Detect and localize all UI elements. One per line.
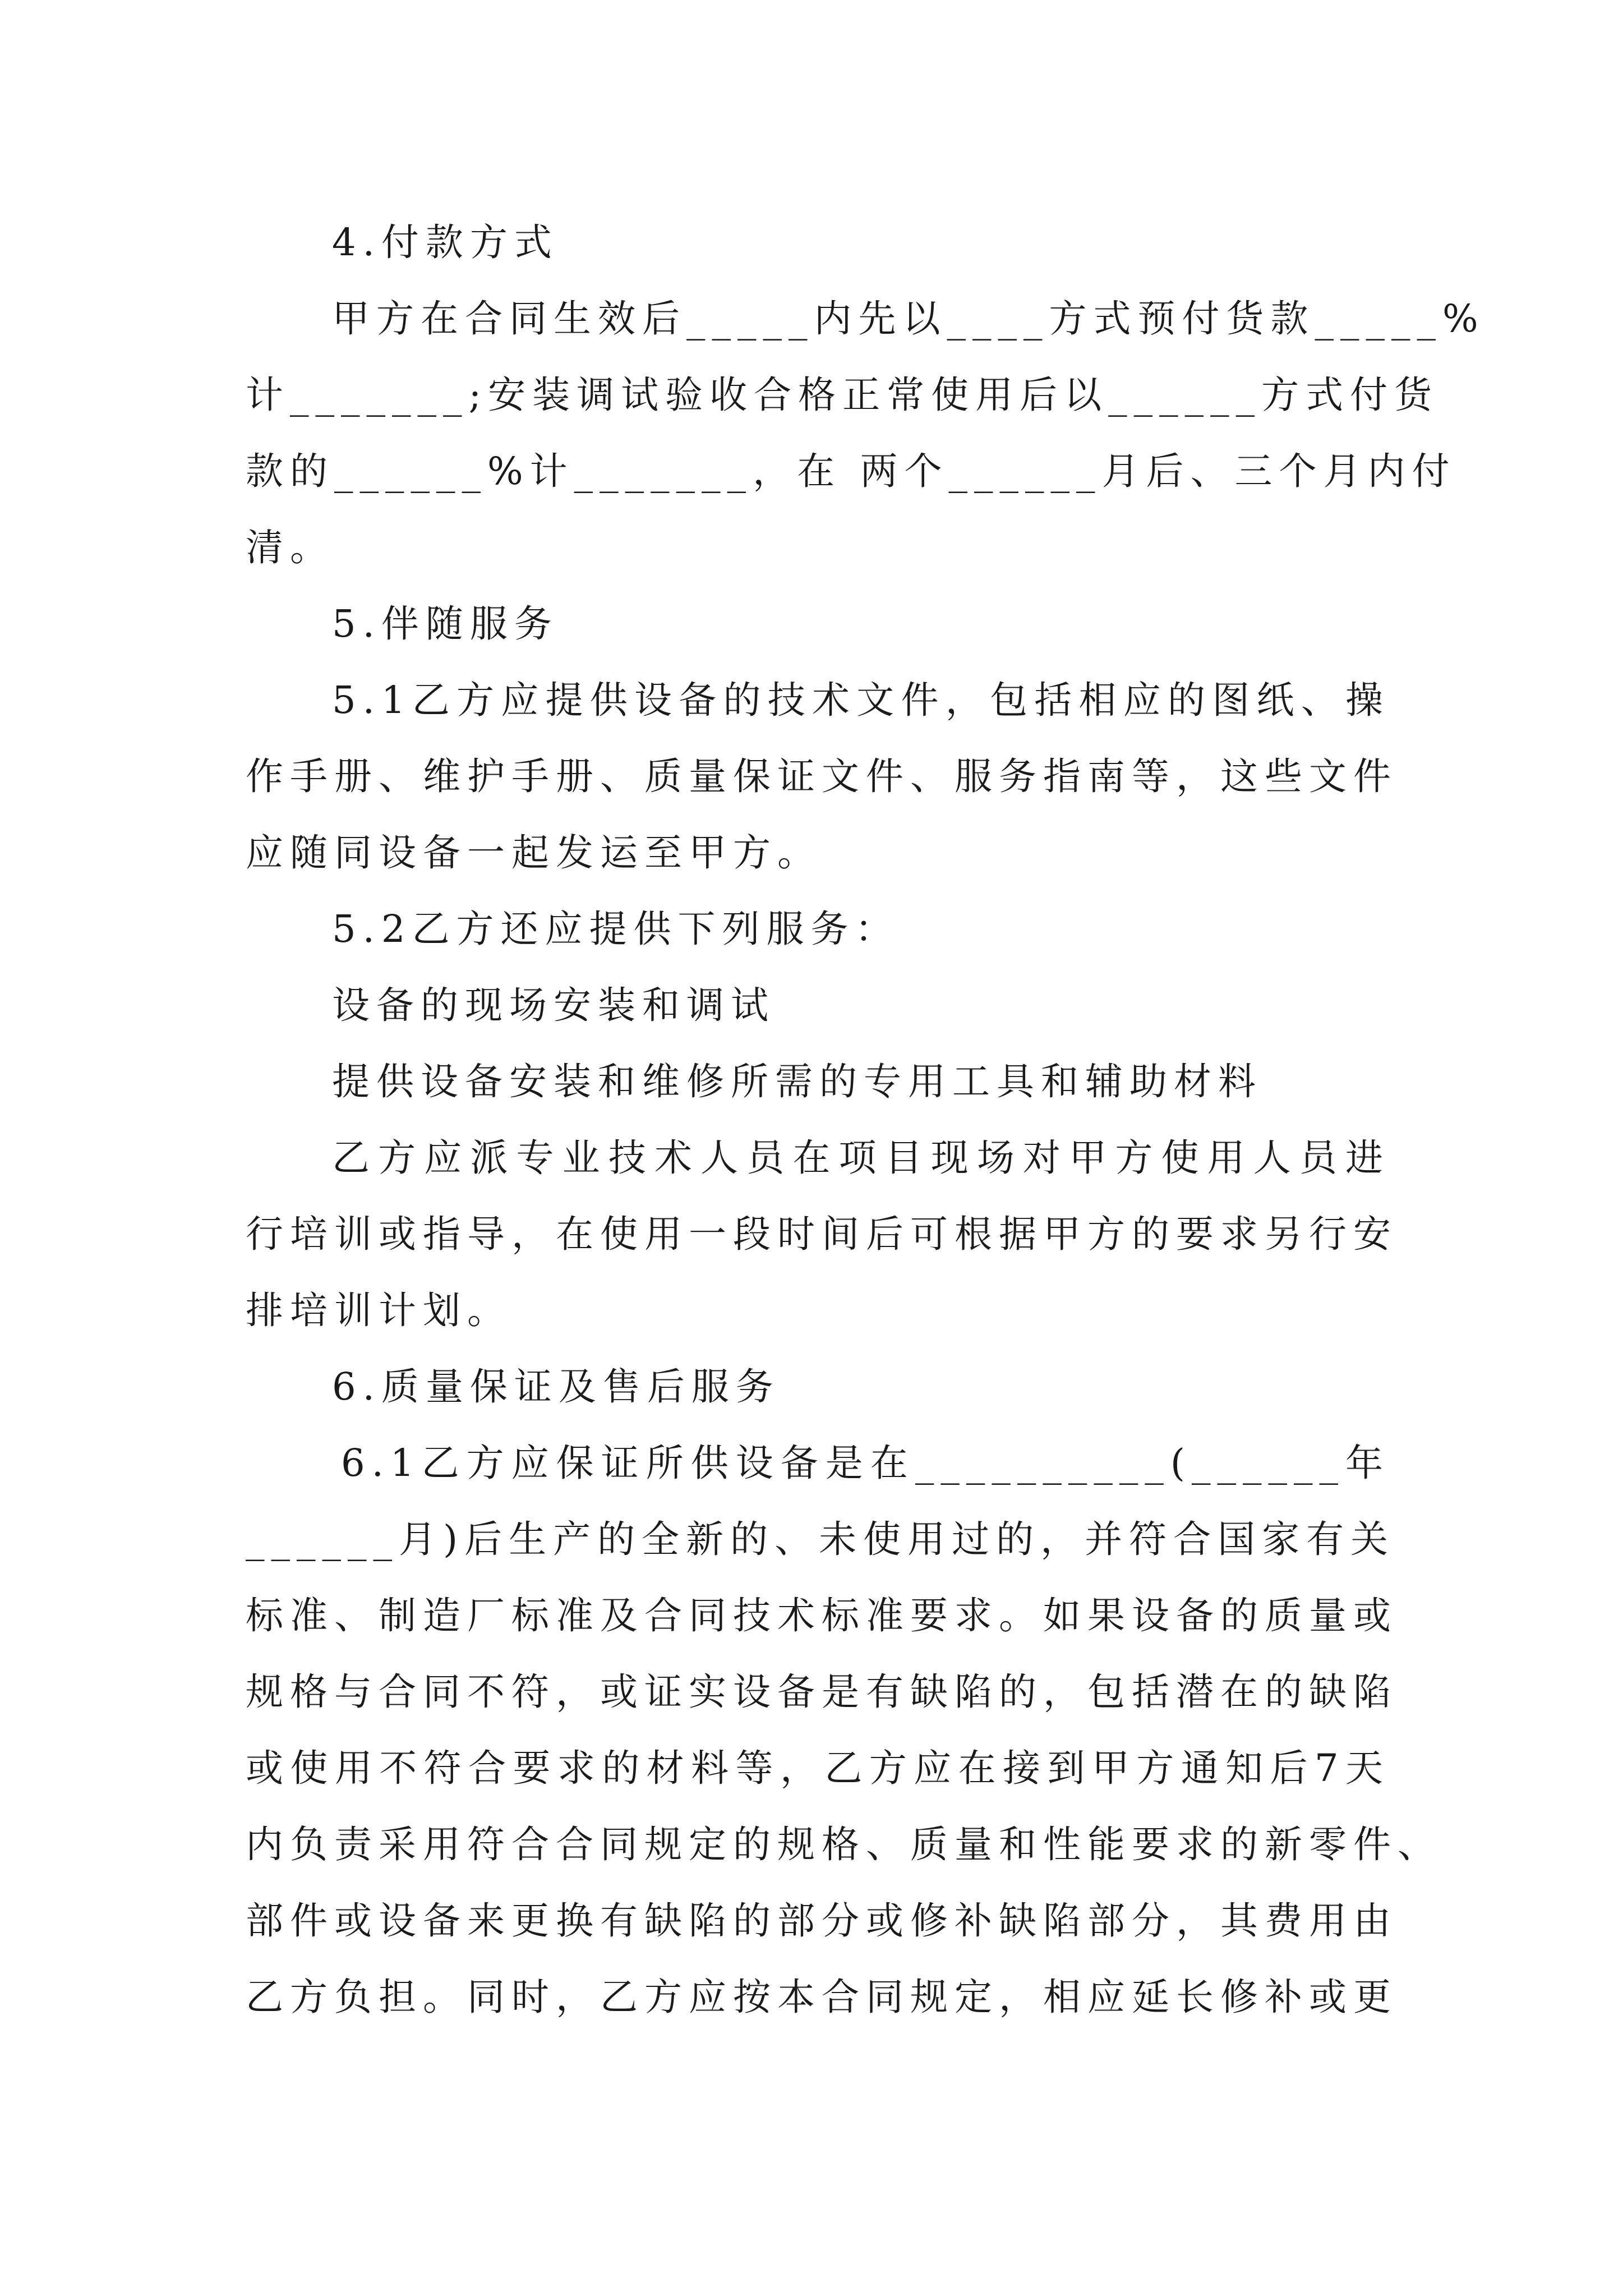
- training-line-1: 乙方应派专业技术人员在项目现场对甲方使用人员进: [332, 1136, 1390, 1180]
- section-5-1-line-1: 5.1乙方应提供设备的技术文件，包括相应的图纸、操: [332, 678, 1390, 722]
- section-5-1-line-2: 作手册、维护手册、质量保证文件、服务指南等，这些文件: [246, 754, 1398, 798]
- section-6-1-line-3: 标准、制造厂标准及合同技术标准要求。如果设备的质量或: [246, 1594, 1398, 1637]
- section-4-line-4: 清。: [246, 526, 334, 569]
- section-6-1-line-2: ______月)后生产的全新的、未使用过的，并符合国家有关: [246, 1517, 1395, 1561]
- training-line-2: 行培训或指导，在使用一段时间后可根据甲方的要求另行安: [246, 1212, 1398, 1256]
- section-6-1-line-6: 内负责采用符合合同规定的规格、质量和性能要求的新零件、: [246, 1823, 1442, 1866]
- section-6-heading: 6.质量保证及售后服务: [332, 1365, 780, 1409]
- section-6-1-line-5: 或使用不符合要求的材料等，乙方应在接到甲方通知后7天: [246, 1746, 1390, 1790]
- section-4-heading: 4.付款方式: [332, 220, 559, 264]
- service-item-2: 提供设备安装和维修所需的专用工具和辅助材料: [332, 1060, 1262, 1103]
- section-6-1-line-8: 乙方负担。同时，乙方应按本合同规定，相应延长修补或更: [246, 1975, 1398, 2019]
- section-6-1-line-4: 规格与合同不符，或证实设备是有缺陷的，包括潜在的缺陷: [246, 1670, 1398, 1714]
- section-6-1-line-7: 部件或设备来更换有缺陷的部分或修补缺陷部分，其费用由: [246, 1899, 1398, 1943]
- section-5-2-heading: 5.2乙方还应提供下列服务：: [332, 907, 900, 951]
- section-4-line-1: 甲方在合同生效后_____内先以____方式预付货款_____%: [332, 297, 1485, 341]
- service-item-1: 设备的现场安装和调试: [332, 983, 775, 1027]
- section-5-heading: 5.伴随服务: [332, 602, 559, 646]
- section-4-line-2: 计_______;安装调试验收合格正常使用后以______方式付货: [246, 373, 1439, 417]
- training-line-3: 排培训计划。: [246, 1289, 511, 1332]
- section-5-1-line-3: 应随同设备一起发运至甲方。: [246, 831, 822, 875]
- section-6-1-line-1: 6.1乙方应保证所供设备是在__________(______年: [341, 1441, 1390, 1485]
- section-4-line-3: 款的______%计_______，在 两个______月后、三个月内付: [246, 449, 1456, 493]
